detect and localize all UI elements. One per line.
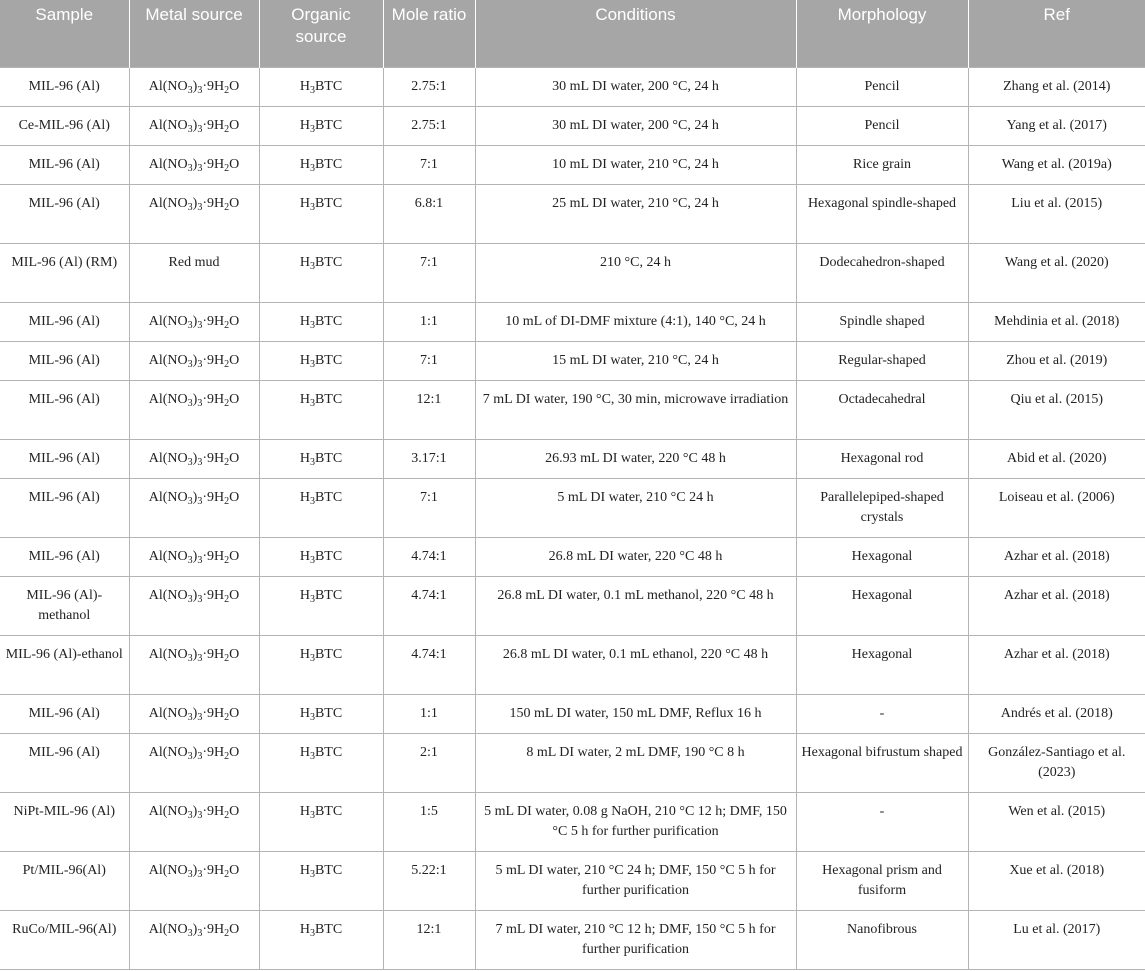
morphology-cell: Hexagonal — [796, 537, 968, 576]
metal-source-cell: $Al(NO_3)_3\cdot 9H_2O$ — [129, 439, 259, 478]
conditions-cell: 10 mL DI water, 210 °C, 24 h — [475, 145, 796, 184]
column-header-mole-ratio: Mole ratio — [383, 0, 475, 67]
table-row — [0, 67, 1145, 106]
conditions-cell: 26.93 mL DI water, 220 °C 48 h — [475, 439, 796, 478]
sample-cell: MIL-96 (Al) — [0, 302, 129, 341]
table-row — [0, 478, 1145, 537]
sample-cell: MIL-96 (Al)-methanol — [0, 576, 129, 635]
ref-cell: Azhar et al. (2018) — [968, 537, 1145, 576]
ref-cell: Mehdinia et al. (2018) — [968, 302, 1145, 341]
organic-source-cell: $H_3BTC$ — [259, 341, 383, 380]
conditions-cell: 7 mL DI water, 210 °C 12 h; DMF, 150 °C 5 h for further purification — [475, 910, 796, 969]
sample-cell: MIL-96 (Al) — [0, 184, 129, 243]
metal-source-cell: $Al(NO_3)_3\cdot 9H_2O$ — [129, 302, 259, 341]
ref-cell: Wang et al. (2019a) — [968, 145, 1145, 184]
sample-cell: RuCo/MIL-96(Al) — [0, 910, 129, 969]
conditions-cell: 8 mL DI water, 2 mL DMF, 190 °C 8 h — [475, 733, 796, 792]
sample-cell: Ce-MIL-96 (Al) — [0, 106, 129, 145]
metal-source-cell: $Al(NO_3)_3\cdot 9H_2O$ — [129, 910, 259, 969]
metal-source-cell: $Al(NO_3)_3\cdot 9H_2O$ — [129, 478, 259, 537]
conditions-cell: 5 mL DI water, 210 °C 24 h — [475, 478, 796, 537]
mole-ratio-cell: 1:1 — [383, 694, 475, 733]
metal-source-cell: $Al(NO_3)_3\cdot 9H_2O$ — [129, 694, 259, 733]
morphology-cell: Nanofibrous — [796, 910, 968, 969]
morphology-cell: Rice grain — [796, 145, 968, 184]
table-row — [0, 576, 1145, 635]
metal-source-cell: $Al(NO_3)_3\cdot 9H_2O$ — [129, 851, 259, 910]
conditions-cell: 210 °C, 24 h — [475, 243, 796, 302]
organic-source-cell: $H_3BTC$ — [259, 733, 383, 792]
column-header-conditions: Conditions — [475, 0, 796, 67]
conditions-cell: 30 mL DI water, 200 °C, 24 h — [475, 106, 796, 145]
organic-source-cell: $H_3BTC$ — [259, 910, 383, 969]
metal-source-cell: $Al(NO_3)_3\cdot 9H_2O$ — [129, 67, 259, 106]
organic-source-cell: $H_3BTC$ — [259, 380, 383, 439]
mole-ratio-cell: 2:1 — [383, 733, 475, 792]
conditions-cell: 26.8 mL DI water, 0.1 mL ethanol, 220 °C 48 h — [475, 635, 796, 694]
organic-source-cell: $H_3BTC$ — [259, 184, 383, 243]
organic-source-cell: $H_3BTC$ — [259, 243, 383, 302]
table-row — [0, 733, 1145, 792]
metal-source-cell: $Al(NO_3)_3\cdot 9H_2O$ — [129, 635, 259, 694]
sample-cell: MIL-96 (Al) — [0, 694, 129, 733]
mole-ratio-cell: 3.17:1 — [383, 439, 475, 478]
mole-ratio-cell: 7:1 — [383, 145, 475, 184]
metal-source-cell: $Al(NO_3)_3\cdot 9H_2O$ — [129, 341, 259, 380]
organic-source-cell: $H_3BTC$ — [259, 694, 383, 733]
ref-cell: Liu et al. (2015) — [968, 184, 1145, 243]
sample-cell: MIL-96 (Al) (RM) — [0, 243, 129, 302]
morphology-cell: Regular-shaped — [796, 341, 968, 380]
mole-ratio-cell: 2.75:1 — [383, 106, 475, 145]
mole-ratio-cell: 7:1 — [383, 243, 475, 302]
mole-ratio-cell: 4.74:1 — [383, 635, 475, 694]
organic-source-cell: $H_3BTC$ — [259, 537, 383, 576]
mole-ratio-cell: 2.75:1 — [383, 67, 475, 106]
organic-source-cell: $H_3BTC$ — [259, 851, 383, 910]
metal-source-cell: $Al(NO_3)_3\cdot 9H_2O$ — [129, 537, 259, 576]
ref-cell: Zhang et al. (2014) — [968, 67, 1145, 106]
mole-ratio-cell: 7:1 — [383, 341, 475, 380]
ref-cell: Xue et al. (2018) — [968, 851, 1145, 910]
ref-cell: Loiseau et al. (2006) — [968, 478, 1145, 537]
morphology-cell: - — [796, 792, 968, 851]
ref-cell: González-Santiago et al. (2023) — [968, 733, 1145, 792]
table-row — [0, 635, 1145, 694]
table-row — [0, 184, 1145, 243]
metal-source-cell: $Al(NO_3)_3\cdot 9H_2O$ — [129, 145, 259, 184]
sample-cell: MIL-96 (Al) — [0, 439, 129, 478]
organic-source-cell: $H_3BTC$ — [259, 67, 383, 106]
mole-ratio-cell: 1:1 — [383, 302, 475, 341]
metal-source-cell: $Al(NO_3)_3\cdot 9H_2O$ — [129, 733, 259, 792]
sample-cell: MIL-96 (Al) — [0, 478, 129, 537]
organic-source-cell: $H_3BTC$ — [259, 439, 383, 478]
sample-cell: MIL-96 (Al) — [0, 341, 129, 380]
organic-source-cell: $H_3BTC$ — [259, 576, 383, 635]
table-row — [0, 910, 1145, 969]
organic-source-cell: $H_3BTC$ — [259, 302, 383, 341]
conditions-cell: 25 mL DI water, 210 °C, 24 h — [475, 184, 796, 243]
ref-cell: Wang et al. (2020) — [968, 243, 1145, 302]
metal-source-cell: $Al(NO_3)_3\cdot 9H_2O$ — [129, 184, 259, 243]
organic-source-cell: $H_3BTC$ — [259, 106, 383, 145]
table-row — [0, 792, 1145, 851]
sample-cell: Pt/MIL-96(Al) — [0, 851, 129, 910]
morphology-cell: Octadecahedral — [796, 380, 968, 439]
ref-cell: Andrés et al. (2018) — [968, 694, 1145, 733]
morphology-cell: Hexagonal prism and fusiform — [796, 851, 968, 910]
morphology-cell: Hexagonal rod — [796, 439, 968, 478]
morphology-cell: Dodecahedron-shaped — [796, 243, 968, 302]
metal-source-cell: $Al(NO_3)_3\cdot 9H_2O$ — [129, 380, 259, 439]
conditions-cell: 150 mL DI water, 150 mL DMF, Reflux 16 h — [475, 694, 796, 733]
table-row — [0, 302, 1145, 341]
ref-cell: Azhar et al. (2018) — [968, 576, 1145, 635]
conditions-cell: 15 mL DI water, 210 °C, 24 h — [475, 341, 796, 380]
sample-cell: MIL-96 (Al) — [0, 67, 129, 106]
mole-ratio-cell: 6.8:1 — [383, 184, 475, 243]
mole-ratio-cell: 4.74:1 — [383, 576, 475, 635]
conditions-cell: 26.8 mL DI water, 0.1 mL methanol, 220 °C 48 h — [475, 576, 796, 635]
table-row — [0, 851, 1145, 910]
header-row — [0, 0, 1145, 67]
table-row — [0, 243, 1145, 302]
ref-cell: Zhou et al. (2019) — [968, 341, 1145, 380]
table-row — [0, 380, 1145, 439]
metal-source-cell: Red mud — [129, 243, 259, 302]
organic-source-cell: $H_3BTC$ — [259, 635, 383, 694]
organic-source-cell: $H_3BTC$ — [259, 145, 383, 184]
metal-source-cell: $Al(NO_3)_3\cdot 9H_2O$ — [129, 106, 259, 145]
column-header-morphology: Morphology — [796, 0, 968, 67]
sample-cell: MIL-96 (Al) — [0, 380, 129, 439]
metal-source-cell: $Al(NO_3)_3\cdot 9H_2O$ — [129, 792, 259, 851]
morphology-cell: Parallelepiped-shaped crystals — [796, 478, 968, 537]
mole-ratio-cell: 4.74:1 — [383, 537, 475, 576]
table-row — [0, 145, 1145, 184]
ref-cell: Wen et al. (2015) — [968, 792, 1145, 851]
mole-ratio-cell: 12:1 — [383, 380, 475, 439]
morphology-cell: Hexagonal — [796, 576, 968, 635]
table-row — [0, 439, 1145, 478]
table-row — [0, 106, 1145, 145]
conditions-cell: 30 mL DI water, 200 °C, 24 h — [475, 67, 796, 106]
conditions-cell: 26.8 mL DI water, 220 °C 48 h — [475, 537, 796, 576]
conditions-cell: 10 mL of DI-DMF mixture (4:1), 140 °C, 24 h — [475, 302, 796, 341]
mole-ratio-cell: 1:5 — [383, 792, 475, 851]
sample-cell: MIL-96 (Al) — [0, 145, 129, 184]
morphology-cell: Hexagonal bifrustum shaped — [796, 733, 968, 792]
column-header-organic-source: Organic source — [259, 0, 383, 67]
morphology-cell: Spindle shaped — [796, 302, 968, 341]
sample-cell: MIL-96 (Al) — [0, 537, 129, 576]
morphology-cell: Pencil — [796, 67, 968, 106]
morphology-cell: - — [796, 694, 968, 733]
table-row — [0, 341, 1145, 380]
column-header-metal-source: Metal source — [129, 0, 259, 67]
table-row — [0, 694, 1145, 733]
conditions-cell: 5 mL DI water, 210 °C 24 h; DMF, 150 °C 5 h for further purification — [475, 851, 796, 910]
organic-source-cell: $H_3BTC$ — [259, 478, 383, 537]
conditions-cell: 7 mL DI water, 190 °C, 30 min, microwave irradiation — [475, 380, 796, 439]
column-header-ref: Ref — [968, 0, 1145, 67]
metal-source-cell: $Al(NO_3)_3\cdot 9H_2O$ — [129, 576, 259, 635]
mole-ratio-cell: 7:1 — [383, 478, 475, 537]
sample-cell: MIL-96 (Al)-ethanol — [0, 635, 129, 694]
morphology-cell: Hexagonal — [796, 635, 968, 694]
ref-cell: Yang et al. (2017) — [968, 106, 1145, 145]
ref-cell: Qiu et al. (2015) — [968, 380, 1145, 439]
morphology-cell: Hexagonal spindle-shaped — [796, 184, 968, 243]
ref-cell: Lu et al. (2017) — [968, 910, 1145, 969]
sample-cell: NiPt-MIL-96 (Al) — [0, 792, 129, 851]
sample-cell: MIL-96 (Al) — [0, 733, 129, 792]
ref-cell: Abid et al. (2020) — [968, 439, 1145, 478]
ref-cell: Azhar et al. (2018) — [968, 635, 1145, 694]
mole-ratio-cell: 5.22:1 — [383, 851, 475, 910]
morphology-cell: Pencil — [796, 106, 968, 145]
column-header-sample: Sample — [0, 0, 129, 67]
mole-ratio-cell: 12:1 — [383, 910, 475, 969]
table-row — [0, 537, 1145, 576]
conditions-cell: 5 mL DI water, 0.08 g NaOH, 210 °C 12 h; DMF, 150 °C 5 h for further purification — [475, 792, 796, 851]
organic-source-cell: $H_3BTC$ — [259, 792, 383, 851]
